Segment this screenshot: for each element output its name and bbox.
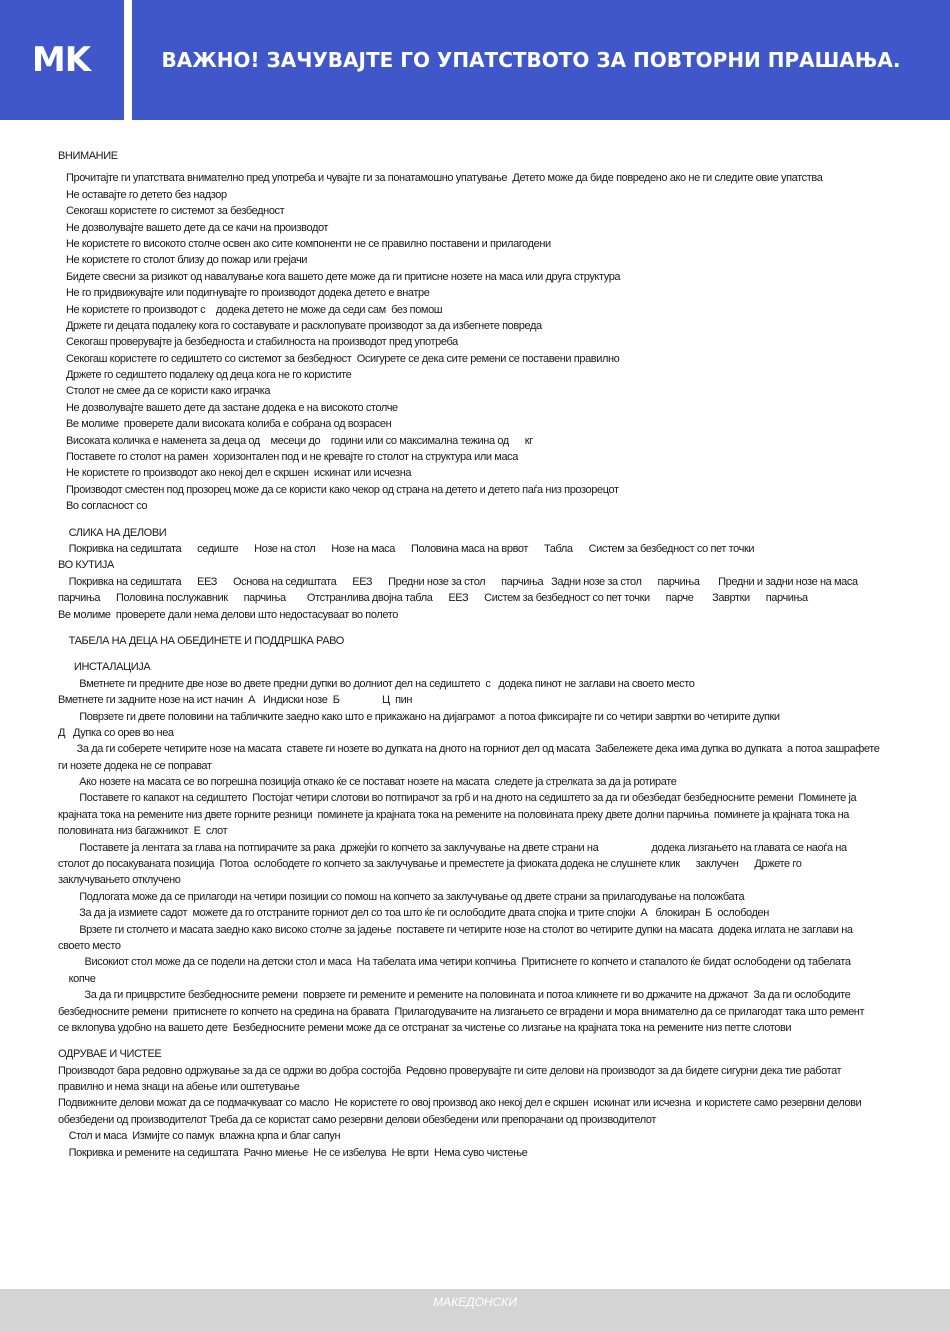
installation-line: За да ја измиете садот можете да го отстраните горниот дел со тоа што ќе ги ослободите двата спојка и трите спојки А блокиран Б ослободен (58, 907, 769, 920)
warning-list (58, 170, 894, 514)
warning-line: Бидете свесни за ризикот од навалување кога вашето дете може да ги притисне нозете на маса или друга структура (58, 270, 621, 283)
warning-line: Прочитајте ги упатствата внимателно пред употреба и чувајте ги за понатамошно упатување Детето може да биде повредено ако не ги следите овие упатства (58, 172, 823, 185)
language-badge (0, 0, 122, 120)
warning-line: Не дозволувајте вашето дете да застане додека е на високото столче (58, 401, 398, 414)
document-body (58, 148, 894, 1161)
installation-line: Ако нозете на масата се во погрешна позиција откако ќе се постават нозете на масата следете ја стрелката за да ја ротирате (58, 776, 677, 789)
warning-line: Не оставајте го детето без надзор (58, 188, 227, 201)
maintenance-line: Производот бара редовно одржување за да се одржи во добра состојба Редовно проверувајте ги сите делови на производот за да бидете сигурни дека тие работат (58, 1064, 842, 1077)
installation-line: Д Дупка со орев во неа (58, 726, 174, 739)
installation-line: Вметнете ги задните нозе на ист начин А Индиски нозе Б Ц пин (58, 694, 413, 707)
installation-line: Поврзете ги двете половини на табличките заедно како што е прикажано на дијаграмот а потоа фиксирајте ги со четири завртки во четирите дупки (58, 710, 780, 723)
table-heading: ТАБЕЛА НА ДЕЦА НА ОБЕДИНЕТЕ И ПОДДРШКА РАВО (58, 634, 344, 647)
warning-line: Не користете го производот с додека детето не може да седи сам без помош (58, 303, 443, 316)
installation-line: половината низ багажникот Е слот (58, 825, 228, 838)
installation-line: Врзете ги столчето и масата заедно како високо столче за јадење поставете ги четирите нозе на столот во четирите дупки на масата додека иглата не заглави на (58, 923, 853, 936)
parts-line: ВО КУТИЈА (58, 559, 114, 572)
parts-line: Покривка на седиштата седиште Нозе на стол Нозе на маса Половина маса на врвот Табла Систем за безбедност со пет точки (58, 542, 755, 555)
warning-line: Не користете го столот близу до пожар или грејачи (58, 254, 308, 267)
installation-line: се вклопува удобно на вашето дете Безбедносните ремени може да се отстранат за чистење со лизгање на крајната тока на ремените низ петте слотови (58, 1021, 792, 1034)
installation-line: столот до посакуваната позиција Потоа ослободете го копчето за заклучување и преместете ја фиоката додека не слушнете клик заклучен Држете го (58, 858, 802, 871)
installation-list (58, 676, 894, 1037)
installation-line: копче (58, 972, 96, 985)
installation-line: Високиот стол може да се подели на детски стол и маса На табелата има четири копчиња Притиснете го копчето и стапалото ќе бидат ослободени од табелата (58, 956, 851, 969)
warning-heading: ВНИМАНИЕ (58, 150, 118, 162)
parts-heading: СЛИКА НА ДЕЛОВИ (58, 526, 167, 539)
footer-language: МАКЕДОНСКИ (433, 1295, 517, 1309)
language-code: MK (31, 40, 91, 80)
installation-line: За да ги соберете четирите нозе на масата ставете ги нозете во дупката на дното на горниот дел од масата Забележете дека има дупка во дупката а потоа зашрафете (58, 743, 880, 756)
maintenance-list (58, 1063, 894, 1161)
parts-line: Покривка на седиштата ЕЕЗ Основа на седиштата ЕЕЗ Предни нозе за стол парчиња Задни нозе за стол парчиња Предни и задни нозе на маса (58, 575, 858, 588)
warning-line: Не го придвижувајте или подигнувајте го производот додека детето е внатре (58, 287, 430, 300)
warning-line: Ве молиме проверете дали високата колиба е собрана од возрасен (58, 418, 392, 431)
warning-line: Производот сместен под прозорец може да се користи како чекор од страна на детето и детето паѓа низ прозорецот (58, 483, 619, 496)
warning-line: Секогаш користете го системот за безбедност (58, 205, 285, 218)
warning-line: Не користете го високото столче освен ако сите компоненти не се правилно поставени и прилагодени (58, 237, 551, 250)
maintenance-heading: ОДРУВАЕ И ЧИСТЕЕ (58, 1048, 162, 1061)
warning-line: Секогаш користете го седиштето со системот за безбедност Осигурете се дека сите ремени се поставени правилно (58, 352, 620, 365)
installation-line: Поставете го капакот на седиштето Постојат четири слотови во потпирачот за грб и на дното на седиштето за да ги обезбедат безбедносните ремени Поминете ја (58, 792, 857, 805)
parts-line: Ве молиме проверете дали нема делови што недостасуваат во полето (58, 608, 398, 621)
installation-line: За да ги прицврстите безбедносните ремени поврзете ги ремените и ремените на половината и потоа кликнете ги во држачите на држачот За да ги ослободите (58, 989, 851, 1002)
warning-line: Секогаш проверувајте ја безбедноста и стабилноста на производот пред употреба (58, 336, 458, 349)
footer-bar (0, 1289, 950, 1332)
installation-line: Поставете ја лентата за глава на потпирачите за рака држејќи го копчето за заклучување на двете страни на додека лизгањето на главата се наоѓа на (58, 841, 847, 854)
maintenance-line: Стол и маса Измијте со памук влажна крпа и благ сапун (58, 1130, 341, 1143)
installation-line: крајната тока на ремените низ двете горните резници поминете ја крајната тока на ремените на половината преку двете долни парчиња поминете ја крајната тока на (58, 808, 849, 821)
header-title: ВАЖНО! ЗАЧУВАЈТЕ ГО УПАТСТВОТО ЗА ПОВТОРНИ ПРАШАЊА. (161, 48, 901, 72)
parts-list (58, 541, 894, 623)
header-divider (124, 0, 132, 120)
maintenance-line: правилно и нема знаци на абење или оштетување (58, 1081, 300, 1094)
warning-line: Држете ги децата подалеку кога го составувате и расклопувате производот за да избегнете повреда (58, 319, 542, 332)
installation-line: безбедносните ремени притиснете го копчето на средина на бравата Прилагодувачите на лизгањето се вградени и мора внимателно да се прилагодат така што ремент (58, 1005, 865, 1018)
warning-line: Држете го седиштето подалеку од деца кога не го користите (58, 369, 352, 382)
maintenance-line: Подвижните делови можат да се подмачкуваат со масло Не користете го овој производ ако некој дел е скршен искинат или исчезна и користете само резервни делови (58, 1097, 862, 1110)
installation-line: Подлогата може да се прилагоди на четири позиции со помош на копчето за заклучување од двете страни за прилагодување на положбата (58, 890, 745, 903)
warning-line: Поставете го столот на рамен хоризонтален под и не кревајте го столот на структура или маса (58, 451, 518, 464)
warning-line: Високата количка е наменета за деца од месеци до години или со максимална тежина од кг (58, 434, 533, 447)
installation-line: ги нозете додека не се поправат (58, 759, 212, 772)
header-banner (0, 0, 950, 120)
warning-line: Во согласност со (58, 500, 148, 513)
installation-line: Вметнете ги предните две нозе во двете предни дупки во долниот дел на седиштето с додека пинот не заглави на своето место (58, 677, 695, 690)
installation-heading: ИНСТАЛАЦИЈА (58, 661, 151, 674)
installation-line: своето место (58, 939, 121, 952)
warning-line: Столот не смее да се користи како играчка (58, 385, 271, 398)
warning-line: Не користете го производот ако некој дел е скршен искинат или исчезна (58, 467, 412, 480)
parts-line: парчиња Половина послужавник парчиња Отстранлива двојна табла ЕЕЗ Систем за безбедност со пет точки парче Завртки парчиња (58, 592, 808, 605)
maintenance-line: Покривка и ремените на седиштата Рачно миење Не се избелува Не врти Нема суво чистење (58, 1146, 528, 1159)
maintenance-line: обезбедени од производителот Треба да се користат само резервни делови обезбедени или препорачани од производителот (58, 1113, 657, 1126)
warning-line: Не дозволувајте вашето дете да се качи на производот (58, 221, 329, 234)
installation-line: заклучувањето отклучено (58, 874, 181, 887)
